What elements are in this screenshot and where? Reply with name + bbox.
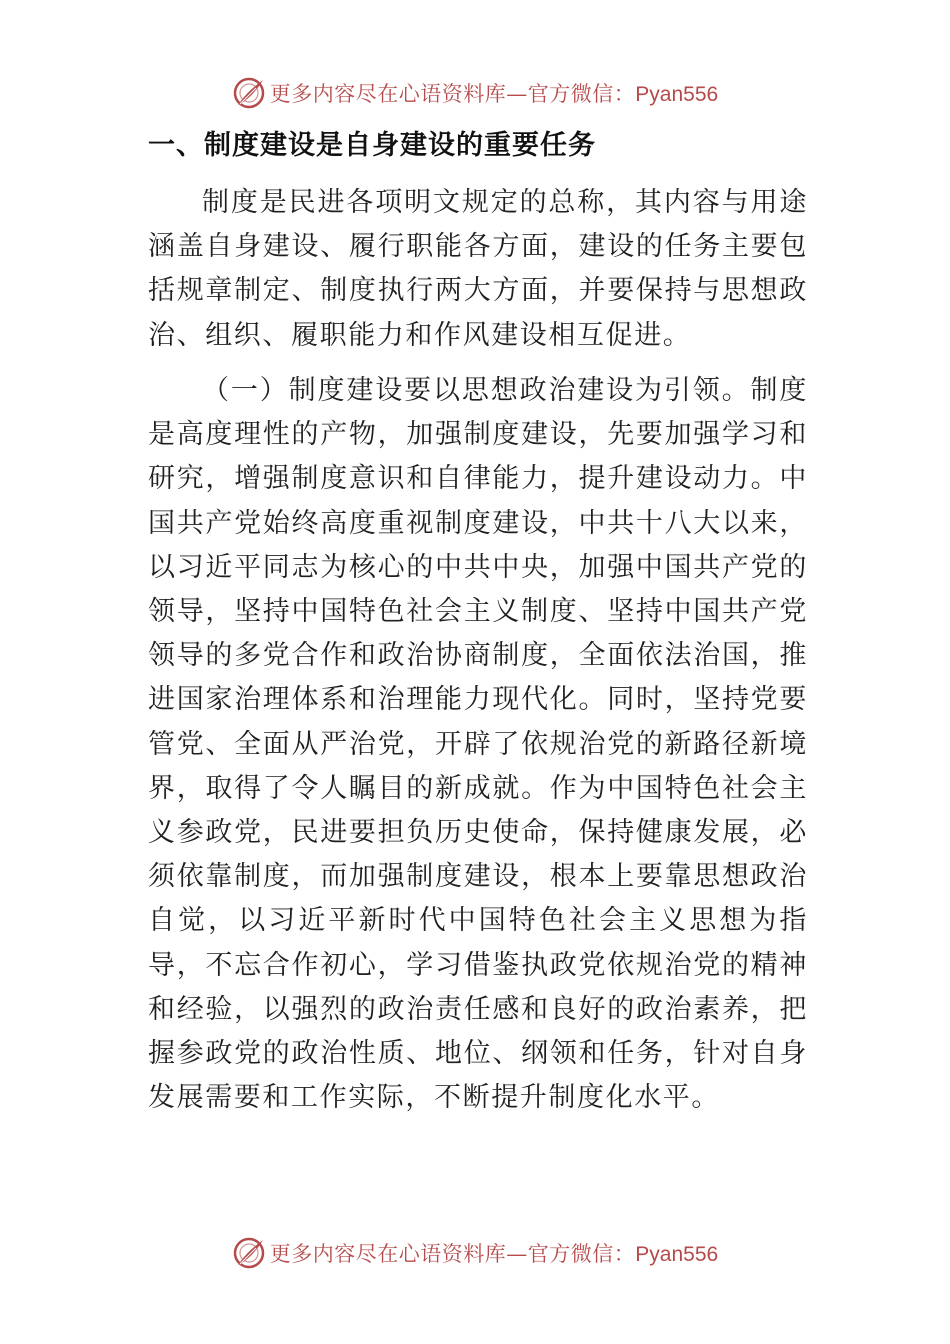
header-watermark-banner xyxy=(0,71,950,115)
body-paragraph-2: （一）制度建设要以思想政治建设为引领。制度是高度理性的产物，加强制度建设，先要加强学习和研究，增强制度意识和自律能力，提升建设动力。中国共产党始终高度重视制度建设，中共十八大以来，以习近平同志为核心的中共中央，加强中国共产党的领导，坚持中国特色社会主义制度、坚持中国共产党领导的多党合作和政治协商制度，全面依法治国，推进国家治理体系和治理能力现代化。同时，坚持党要管党、全面从严治党，开辟了依规治党的新路径新境界，取得了令人瞩目的新成就。作为中国特色社会主义参政党，民进要担负历史使命，保持健康发展，必须依靠制度，而加强制度建设，根本上要靠思想政治自觉，以习近平新时代中国特色社会主义思想为指导，不忘合作初心，学习借鉴执政党依规治党的精神和经验，以强烈的政治责任感和良好的政治素养，把握参政党的政治性质、地位、纲领和任务，针对自身发展需要和工作实际，不断提升制度化水平。 xyxy=(148,375,808,1114)
footer-banner-cn: 更多内容尽在心语资料库—官方微信： xyxy=(269,1242,636,1266)
section-heading: 一、制度建设是自身建设的重要任务 xyxy=(148,130,596,161)
header-banner-wechat-id: Pyan556 xyxy=(635,83,719,106)
header-banner-cn: 更多内容尽在心语资料库—官方微信： xyxy=(269,82,636,106)
header-banner-text xyxy=(270,78,718,108)
footer-banner-wechat-id: Pyan556 xyxy=(635,1243,719,1266)
footer-watermark-banner xyxy=(0,1231,950,1275)
quill-pen-logo-icon xyxy=(232,1236,266,1270)
body-paragraph-1: 制度是民进各项明文规定的总称，其内容与用途涵盖自身建设、履行职能各方面，建设的任务主要包括规章制定、制度执行两大方面，并要保持与思想政治、组织、履职能力和作风建设相互促进。 xyxy=(148,187,808,351)
footer-banner-text xyxy=(270,1238,718,1268)
quill-pen-logo-icon xyxy=(232,76,266,110)
